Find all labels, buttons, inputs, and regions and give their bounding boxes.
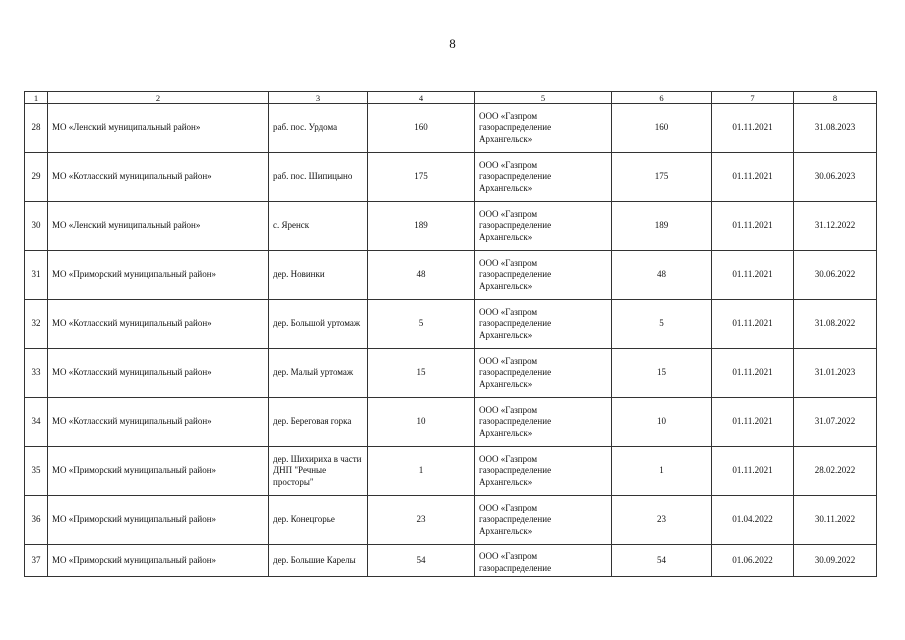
organization-line: Архангельск» [479,329,533,340]
organization-line: газораспределение [479,269,552,280]
organization-line: газораспределение [479,562,552,573]
organization-line: ООО «Газпром [479,306,538,317]
count-cell: 10 [368,398,475,447]
row-number-cell: 32 [25,300,48,349]
end-date-cell: 28.02.2022 [794,447,877,496]
organization-line: газораспределение [479,220,552,231]
row-number-cell: 36 [25,496,48,545]
organization-cell [475,251,612,300]
table-row [25,447,877,496]
start-date-cell: 01.11.2021 [712,349,794,398]
start-date-cell: 01.06.2022 [712,545,794,577]
end-date-cell: 31.08.2022 [794,300,877,349]
column-header: 5 [475,92,612,104]
locality-cell: дер. Большие Карелы [269,545,368,577]
municipality-cell: МО «Котласский муниципальный район» [48,349,269,398]
start-date-cell: 01.11.2021 [712,202,794,251]
data-table [24,91,877,577]
count-cell-2: 15 [612,349,712,398]
locality-cell: дер. Большой уртомаж [269,300,368,349]
end-date-cell: 31.08.2023 [794,104,877,153]
organization-cell [475,153,612,202]
organization-line: ООО «Газпром [479,110,538,121]
count-cell: 160 [368,104,475,153]
organization-line: газораспределение [479,318,552,329]
municipality-cell: МО «Ленский муниципальный район» [48,104,269,153]
count-cell-2: 23 [612,496,712,545]
table-row [25,300,877,349]
municipality-cell: МО «Ленский муниципальный район» [48,202,269,251]
end-date-cell: 30.11.2022 [794,496,877,545]
end-date-cell: 31.07.2022 [794,398,877,447]
end-date-cell: 30.09.2022 [794,545,877,577]
municipality-cell: МО «Приморский муниципальный район» [48,545,269,577]
count-cell: 54 [368,545,475,577]
organization-line: газораспределение [479,122,552,133]
table-row [25,104,877,153]
column-header: 8 [794,92,877,104]
organization-line: газораспределение [479,367,552,378]
locality-cell: дер. Новинки [269,251,368,300]
organization-line: ООО «Газпром [479,453,538,464]
column-header: 4 [368,92,475,104]
column-header: 7 [712,92,794,104]
table-row [25,153,877,202]
locality-cell: раб. пос. Шипицыно [269,153,368,202]
organization-line: Архангельск» [479,525,533,536]
count-cell: 5 [368,300,475,349]
organization-line: газораспределение [479,416,552,427]
count-cell: 48 [368,251,475,300]
organization-line: ООО «Газпром [479,551,538,561]
municipality-cell: МО «Котласский муниципальный район» [48,398,269,447]
organization-cell [475,104,612,153]
count-cell: 175 [368,153,475,202]
organization-line: газораспределение [479,465,552,476]
end-date-cell: 31.01.2023 [794,349,877,398]
row-number-cell: 33 [25,349,48,398]
column-header: 1 [25,92,48,104]
organization-line: ООО «Газпром [479,355,538,366]
organization-line: ООО «Газпром [479,159,538,170]
organization-line: газораспределение [479,171,552,182]
count-cell: 1 [368,447,475,496]
organization-cell [475,545,612,577]
row-number-cell: 34 [25,398,48,447]
table-row [25,545,877,577]
start-date-cell: 01.11.2021 [712,447,794,496]
end-date-cell: 31.12.2022 [794,202,877,251]
organization-cell [475,447,612,496]
organization-cell [475,300,612,349]
end-date-cell: 30.06.2022 [794,251,877,300]
row-number-cell: 35 [25,447,48,496]
column-header: 2 [48,92,269,104]
organization-line: Архангельск» [479,280,533,291]
start-date-cell: 01.11.2021 [712,398,794,447]
organization-line: ООО «Газпром [479,502,538,513]
count-cell: 189 [368,202,475,251]
column-header: 6 [612,92,712,104]
start-date-cell: 01.11.2021 [712,251,794,300]
end-date-cell: 30.06.2023 [794,153,877,202]
organization-cell [475,398,612,447]
count-cell: 23 [368,496,475,545]
start-date-cell: 01.04.2022 [712,496,794,545]
count-cell-2: 160 [612,104,712,153]
organization-line: Архангельск» [479,182,533,193]
row-number-cell: 30 [25,202,48,251]
table-row [25,349,877,398]
row-number-cell: 31 [25,251,48,300]
count-cell: 15 [368,349,475,398]
locality-cell: дер. Береговая горка [269,398,368,447]
organization-line: ООО «Газпром [479,208,538,219]
start-date-cell: 01.11.2021 [712,104,794,153]
locality-cell: дер. Малый уртомаж [269,349,368,398]
locality-cell: раб. пос. Урдома [269,104,368,153]
table-row [25,251,877,300]
organization-line: Архангельск» [479,133,533,144]
row-number-cell: 28 [25,104,48,153]
count-cell-2: 189 [612,202,712,251]
page-number: 8 [449,36,456,51]
table-row [25,496,877,545]
start-date-cell: 01.11.2021 [712,300,794,349]
count-cell-2: 1 [612,447,712,496]
row-number-cell: 29 [25,153,48,202]
municipality-cell: МО «Приморский муниципальный район» [48,496,269,545]
organization-line: Архангельск» [479,476,533,487]
table-header-row [25,92,877,104]
start-date-cell: 01.11.2021 [712,153,794,202]
table-row [25,398,877,447]
count-cell-2: 54 [612,545,712,577]
row-number-cell: 37 [25,545,48,577]
organization-cell [475,202,612,251]
organization-line: газораспределение [479,514,552,525]
organization-line: ООО «Газпром [479,257,538,268]
locality-cell: дер. Шихириха в части ДНП "Речные просторы" [269,447,368,496]
organization-cell [475,496,612,545]
count-cell-2: 10 [612,398,712,447]
locality-cell: дер. Конецгорье [269,496,368,545]
organization-cell [475,349,612,398]
count-cell-2: 175 [612,153,712,202]
municipality-cell: МО «Котласский муниципальный район» [48,153,269,202]
column-header: 3 [269,92,368,104]
municipality-cell: МО «Приморский муниципальный район» [48,251,269,300]
organization-line: Архангельск» [479,231,533,242]
count-cell-2: 5 [612,300,712,349]
locality-cell: с. Яренск [269,202,368,251]
organization-line: Архангельск» [479,378,533,389]
count-cell-2: 48 [612,251,712,300]
table-row [25,202,877,251]
municipality-cell: МО «Приморский муниципальный район» [48,447,269,496]
organization-line: Архангельск» [479,427,533,438]
organization-line: ООО «Газпром [479,404,538,415]
municipality-cell: МО «Котласский муниципальный район» [48,300,269,349]
